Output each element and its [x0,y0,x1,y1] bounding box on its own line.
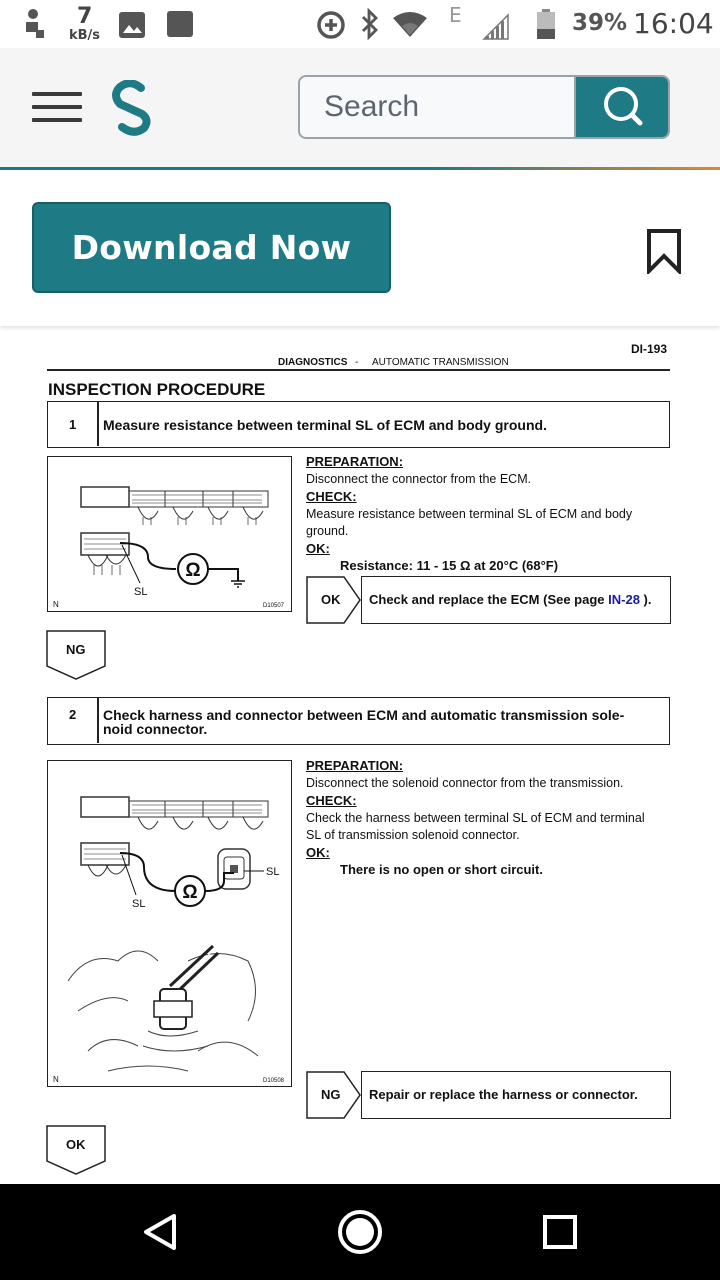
step2-prep-label: PREPARATION: [306,758,404,773]
step1-fig-sl-label: SL [134,586,148,598]
document-page [0,326,720,1184]
search-input[interactable] [300,77,578,137]
network-type: E [449,3,462,27]
home-icon[interactable] [337,1209,383,1255]
step2-number: 2 [69,707,77,722]
app-icon [166,10,194,38]
step2-ng-action: Repair or replace the harness or connector. [369,1087,638,1102]
step1-prep-text: Disconnect the connector from the ECM. [306,472,532,486]
hamburger-icon [32,92,82,96]
step2-prep-text: Disconnect the solenoid connector from the transmission. [306,776,624,790]
section-subtitle: AUTOMATIC TRANSMISSION [372,357,509,368]
wifi-icon [392,12,428,38]
step2-ok-text: There is no open or short circuit. [340,862,543,877]
net-speed-unit: kB/s [69,28,101,43]
step2-check-text-2: SL of transmission solenoid connector. [306,828,520,842]
system-nav-bar [0,1184,720,1280]
step2-figure [47,760,292,1087]
header-rule [47,369,670,371]
step1-ok-action-prefix: Check and replace the ECM (See page [369,592,609,607]
step1-figure [47,456,292,612]
step1-ok-label: OK: [306,541,330,556]
step1-ok-branch-label: OK [321,592,341,607]
step1-ok-text: Resistance: 11 - 15 Ω at 20°C (68°F) [340,558,559,573]
net-speed-value: 7 [77,4,93,29]
step2-ok-label: OK: [306,845,330,860]
step1-check-label: CHECK: [306,489,357,504]
scribd-logo-icon[interactable] [108,80,158,136]
step1-number: 1 [69,417,77,432]
step1-fig-n-label: N [53,600,59,609]
battery-icon [535,8,557,40]
usb-debug-icon [22,8,48,40]
battery-percent: 39% [572,10,628,36]
ohm-symbol: Ω [185,560,201,581]
step2-fig-sl-right: SL [266,866,280,878]
harness-check-diagram [48,761,290,1085]
step1-fig-code: D10507 [263,603,285,609]
step2-fig-sl-left: SL [132,898,146,910]
step2-title-1: Check harness and connector between ECM and automatic transmission sole- [103,707,625,723]
step1-ok-action-link[interactable]: IN-28 [608,592,640,607]
step2-fig-code: D10508 [263,1078,285,1084]
section-separator: - [355,357,359,368]
step1-ng-branch-label: NG [66,642,86,657]
procedure-heading: INSPECTION PROCEDURE [48,380,266,399]
section-title: DIAGNOSTICS [278,357,348,368]
search-bar [298,75,670,139]
status-bar [0,0,720,48]
step1-ok-action [369,592,652,607]
step1-check-text-1: Measure resistance between terminal SL of ECM and body [306,507,633,521]
bookmark-icon[interactable] [646,228,682,274]
step1-ok-action-suffix: ). [639,592,652,607]
signal-icon [482,12,510,40]
step2-title-2: noid connector. [103,721,208,737]
step1-check-text-2: ground. [306,524,349,538]
download-now-button[interactable]: Download Now [32,202,391,293]
page-code: DI-193 [631,342,668,356]
step1-prep-label: PREPARATION: [306,454,404,469]
step2-ok-branch-label: OK [66,1137,86,1152]
clock: 16:04 [633,7,714,40]
step2-ohm-symbol: Ω [182,882,198,903]
download-bar [0,170,720,326]
search-button[interactable] [574,77,668,137]
menu-button[interactable] [32,92,82,124]
back-icon[interactable] [140,1212,180,1252]
ecm-resistance-diagram [48,457,290,610]
step2-check-label: CHECK: [306,793,357,808]
bluetooth-icon [360,8,380,40]
search-icon [576,77,670,137]
step1-title: Measure resistance between terminal SL of ECM and body ground. [103,417,547,433]
gallery-icon [118,11,146,39]
data-saver-icon [316,10,346,40]
step2-ng-branch-label: NG [321,1087,341,1102]
step2-check-text-1: Check the harness between terminal SL of ECM and terminal [306,811,645,825]
step2-fig-n-label: N [53,1075,59,1084]
recents-icon[interactable] [542,1214,578,1250]
